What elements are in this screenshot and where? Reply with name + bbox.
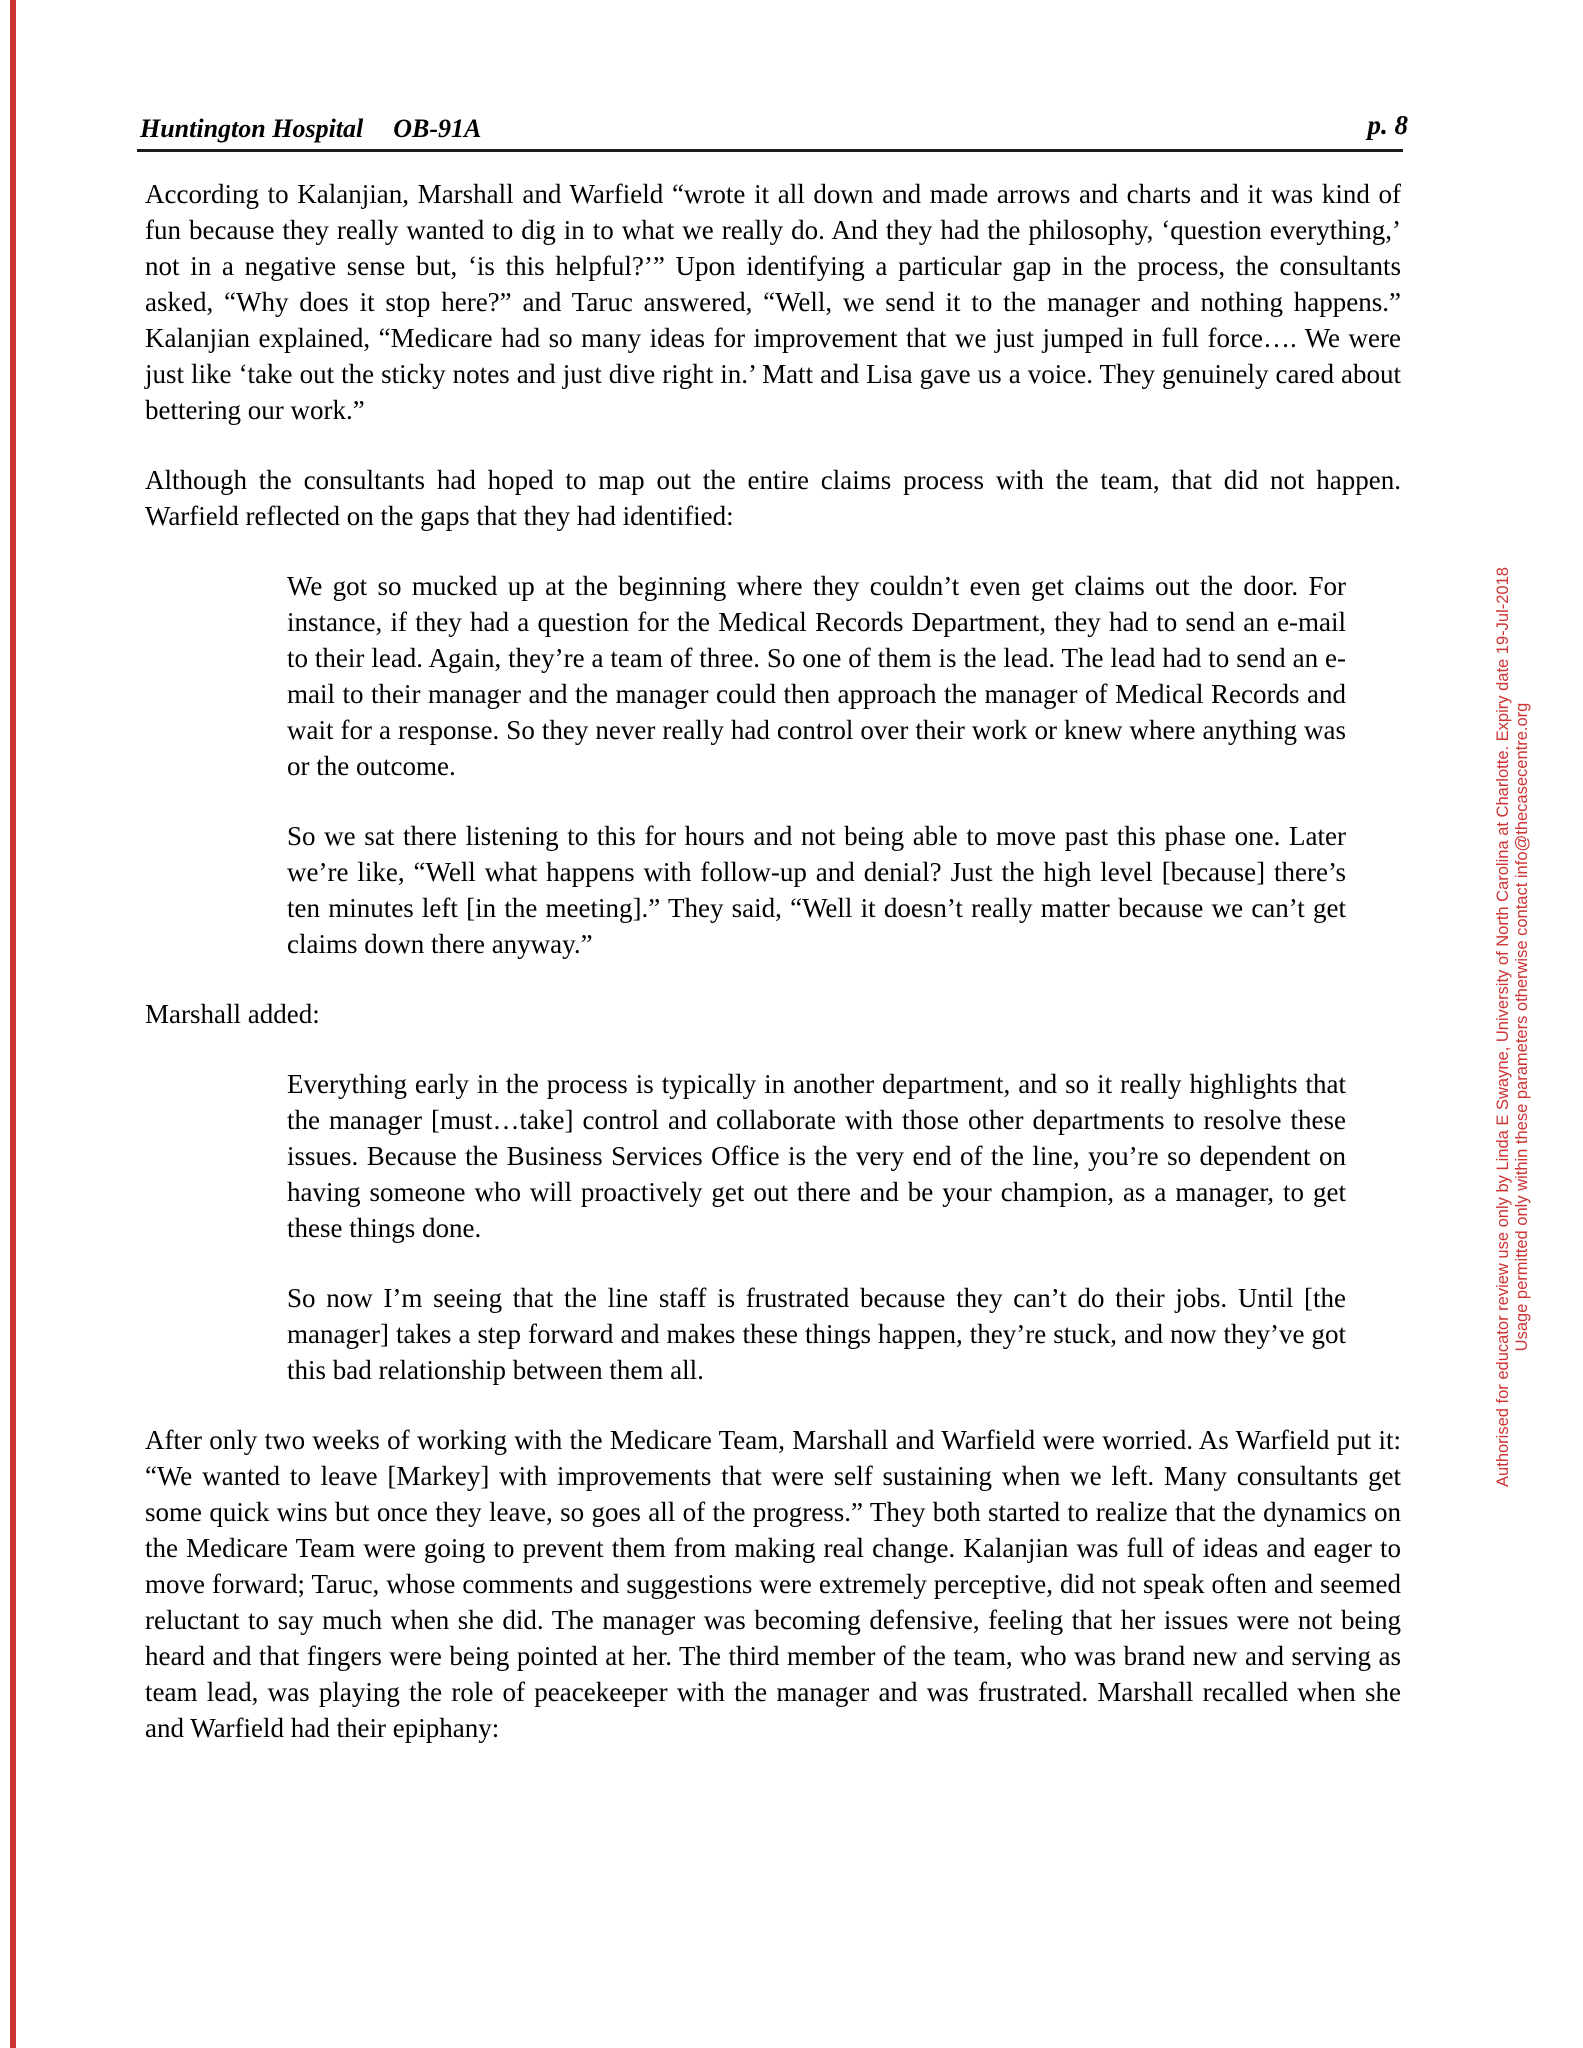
document-body (145, 176, 1401, 1746)
body-paragraph: Marshall added: (145, 999, 320, 1029)
body-paragraph: Although the consultants had hoped to map out the entire claims process with the team, that did not happen. Warfield reflected on the gaps that they had identified: (145, 465, 1401, 531)
header-case-code: OB-91A (393, 114, 482, 143)
body-paragraph: After only two weeks of working with the Medicare Team, Marshall and Warfield were worried. As Warfield put it: “We wanted to leave [Markey] with improvements that were self sustaining when we left. Many consultants get some quick wins but once they leave, so goes all of the progress.” They both started to realize that the dynamics on the Medicare Team were going to prevent them from making real change. Kalanjian was full of ideas and eager to move forward; Taruc, whose comments and suggestions were extremely perceptive, did not speak often and seemed reluctant to say much when she did. The manager was becoming defensive, feeling that her issues were not being heard and that fingers were being pointed at her. The third member of the team, who was brand new and serving as team lead, was playing the role of peacekeeper with the manager and was frustrated. Marshall recalled when she and Warfield had their epiphany: (145, 1425, 1401, 1743)
block-quote: So we sat there listening to this for hours and not being able to move past this phase one. Later we’re like, “Well what happens with follow-up and denial? Just the high level [because] there’s ten minutes left [in the meeting].” They said, “Well it doesn’t really matter because we can’t get claims down there anyway.” (287, 821, 1346, 959)
watermark-line-1: Authorised for educator review use only by Linda E Swayne, University of North Carolina at Charlotte. Expiry date 19-Jul-2018 (1494, 567, 1512, 1487)
block-quote: So now I’m seeing that the line staff is frustrated because they can’t do their jobs. Until [the manager] takes a step forward and makes these things happen, they’re stuck, and now they’ve got this bad relationship between them all. (287, 1283, 1346, 1385)
page-number: p. 8 (1367, 110, 1408, 140)
block-quote: We got so mucked up at the beginning where they couldn’t even get claims out the door. For instance, if they had a question for the Medical Records Department, they had to send an e-mail to their lead. Again, they’re a team of three. So one of them is the lead. The lead had to send an e-mail to their manager and the manager could then approach the manager of Medical Records and wait for a response. So they never really had control over their work or knew where anything was or the outcome. (287, 571, 1346, 781)
authorisation-watermark (1494, 507, 1532, 1547)
body-paragraph: According to Kalanjian, Marshall and Warfield “wrote it all down and made arrows and charts and it was kind of fun because they really wanted to dig in to what we really do. And they had the philosophy, ‘question everything,’ not in a negative sense but, ‘is this helpful?’” Upon identifying a particular gap in the process, the consultants asked, “Why does it stop here?” and Taruc answered, “Well, we send it to the manager and nothing happens.” Kalanjian explained, “Medicare had so many ideas for improvement that we just jumped in full force…. We were just like ‘take out the sticky notes and just dive right in.’ Matt and Lisa gave us a voice. They genuinely cared about bettering our work.” (145, 179, 1401, 425)
header-title: Huntington Hospital (140, 114, 364, 143)
page-header (140, 110, 1470, 146)
block-quote: Everything early in the process is typically in another department, and so it really highlights that the manager [must…take] control and collaborate with those other departments to resolve these issues. Because the Business Services Office is the very end of the line, you’re so dependent on having someone who will proactively get out there and be your champion, as a manager, to get these things done. (287, 1069, 1346, 1243)
header-rule (137, 149, 1403, 152)
left-red-border (10, 0, 16, 2048)
watermark-line-2: Usage permitted only within these parameters otherwise contact info@thecasecentre.org (1513, 702, 1531, 1352)
